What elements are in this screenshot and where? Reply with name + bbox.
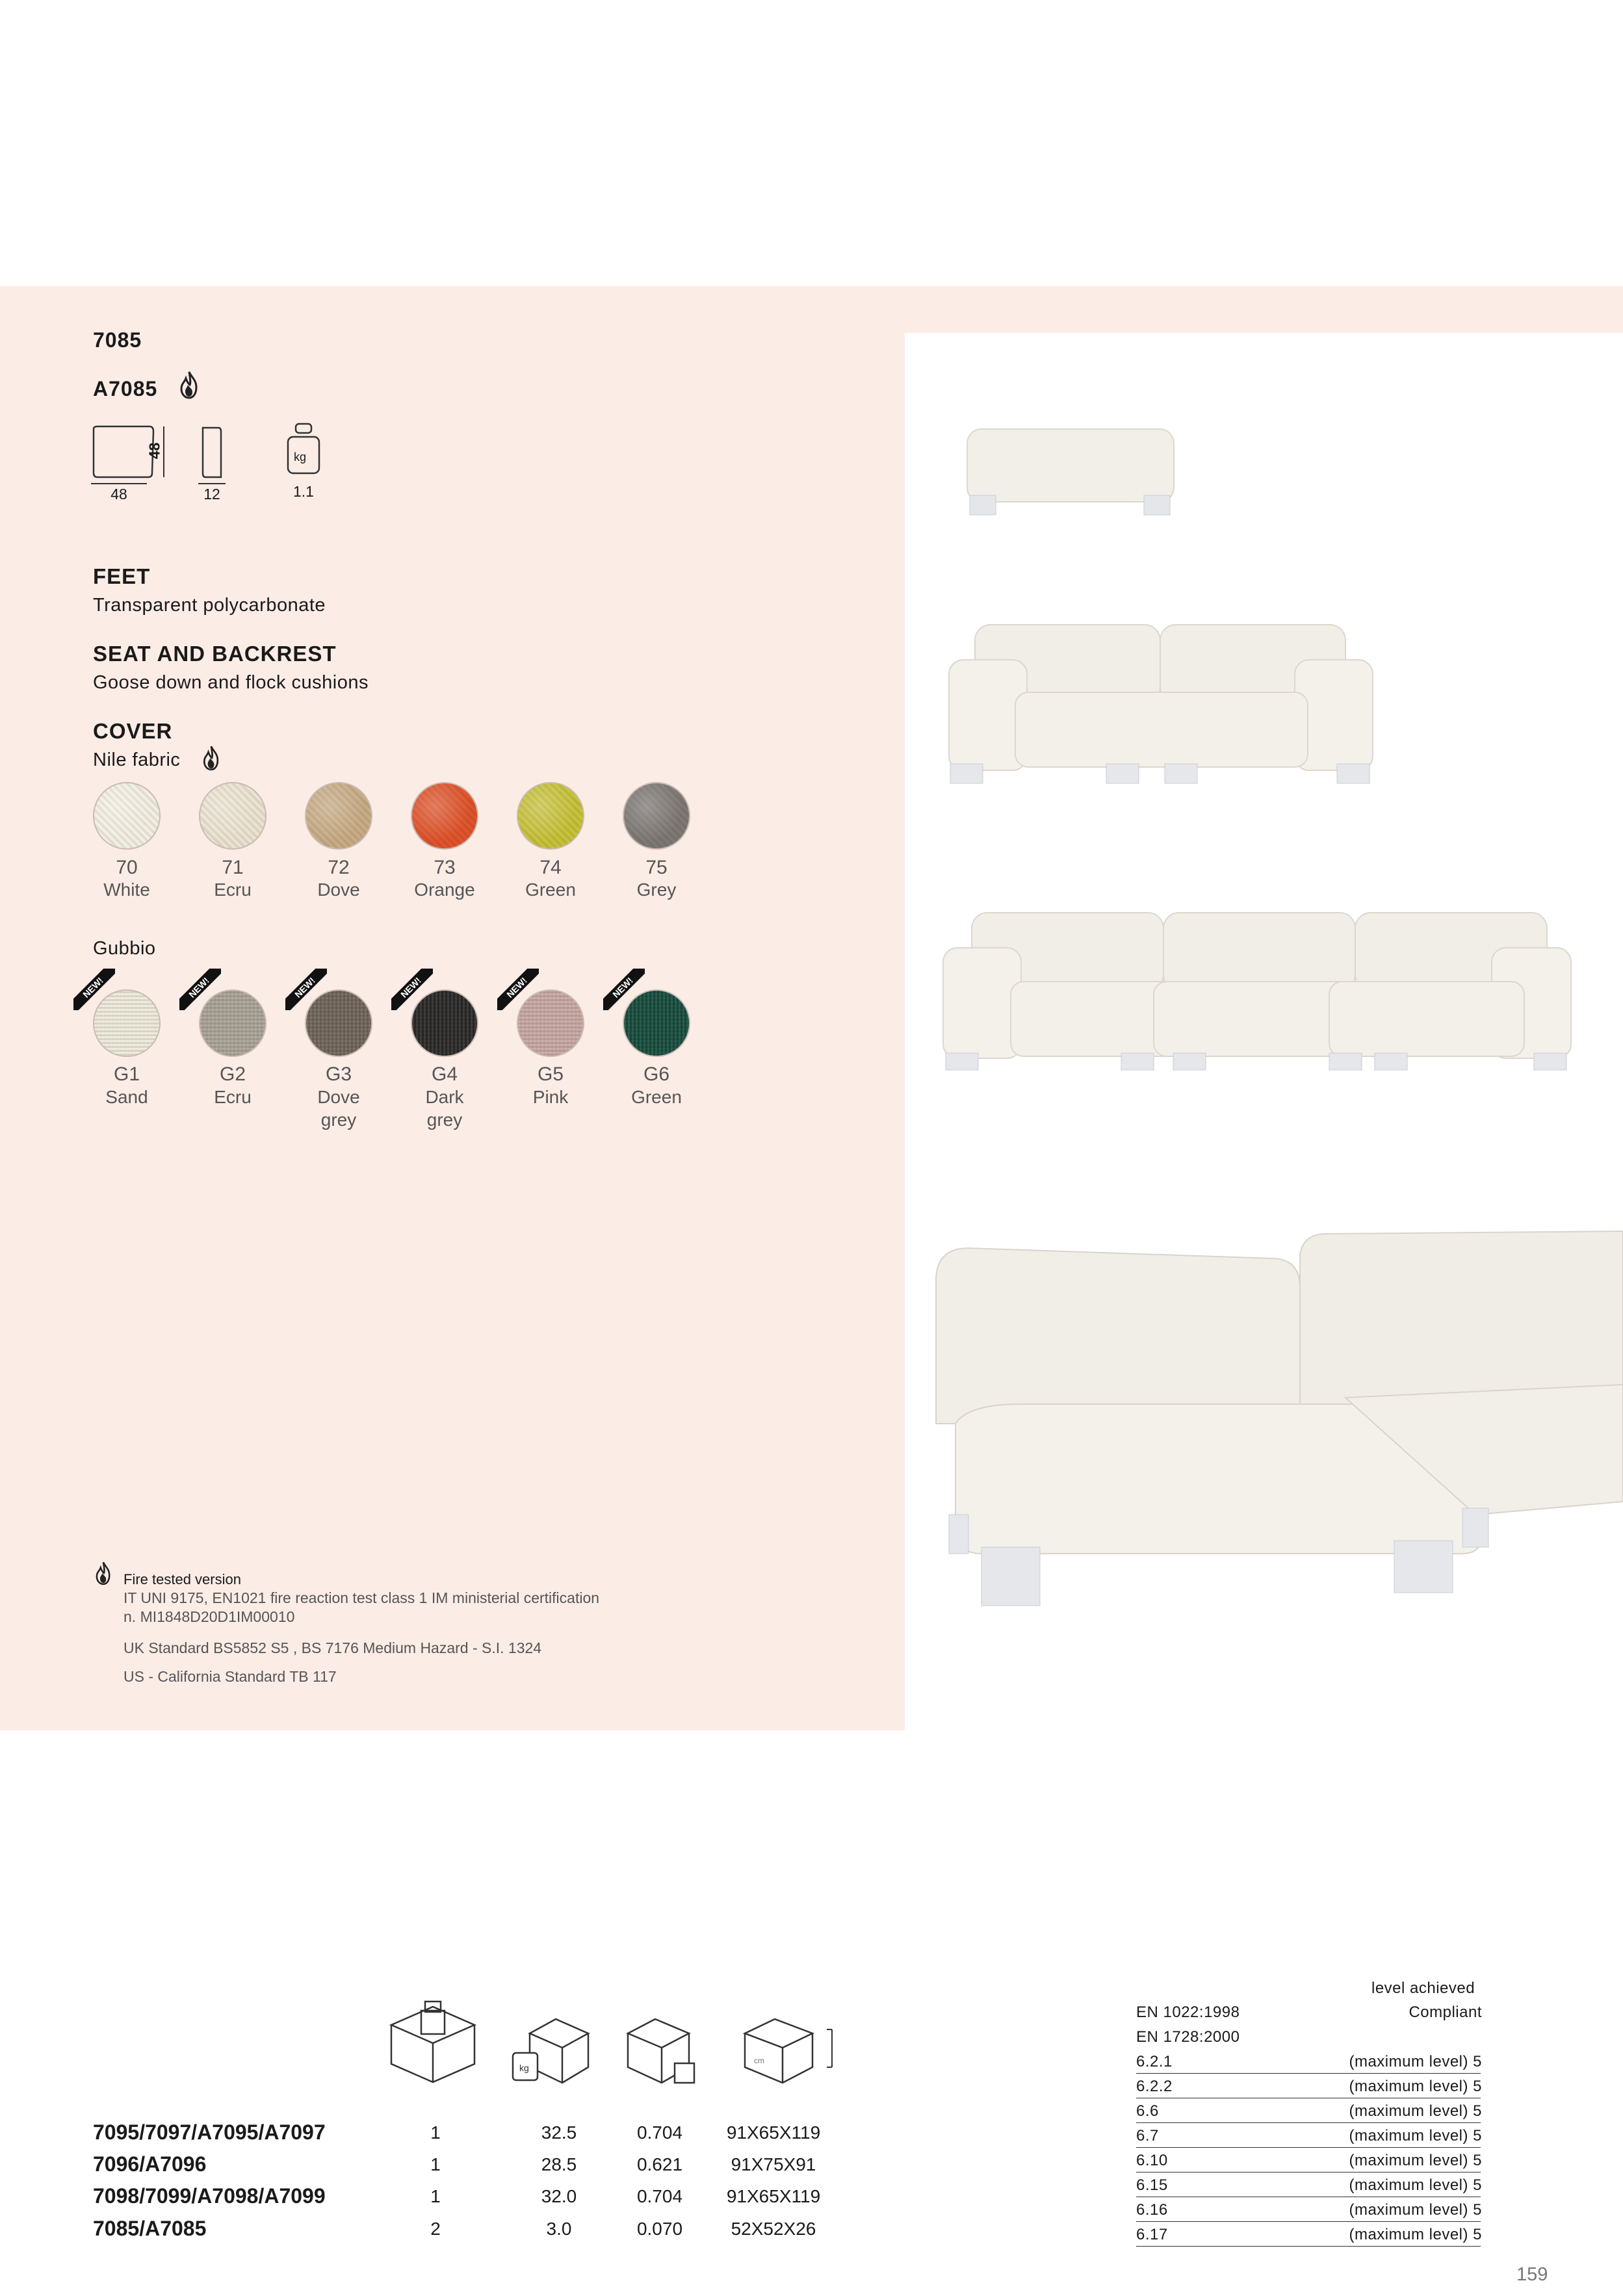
swatch-name: Ecru bbox=[214, 1087, 252, 1107]
new-badge-label: NEW! bbox=[179, 969, 221, 1010]
standard-label: 6.16 bbox=[1136, 2201, 1168, 2219]
standard-value: (maximum level) 5 bbox=[1349, 2102, 1482, 2120]
fire-note-line2: n. MI1848D20D1IM00010 bbox=[123, 1608, 295, 1625]
weight-unit: kg bbox=[294, 450, 307, 463]
pack-cell-dims: 91X65X119 bbox=[726, 2186, 821, 2206]
box-stack-icon bbox=[385, 1999, 481, 2085]
standard-value: Compliant bbox=[1409, 2003, 1482, 2021]
swatch-name: Dark bbox=[425, 1087, 464, 1107]
fabric-swatch bbox=[199, 782, 266, 850]
new-badge-label: NEW! bbox=[497, 969, 539, 1010]
new-badge bbox=[497, 969, 539, 1010]
weight-value: 1.1 bbox=[293, 483, 314, 500]
standard-label: 6.6 bbox=[1136, 2102, 1159, 2120]
height-value: 48 bbox=[146, 442, 163, 460]
standard-label: 6.2.1 bbox=[1136, 2053, 1173, 2070]
swatch-number: 75 bbox=[645, 857, 668, 878]
top-strip bbox=[905, 286, 1623, 333]
row-underline bbox=[1136, 2147, 1481, 2148]
swatch-name: Grey bbox=[636, 880, 677, 900]
swatch-name: White bbox=[103, 880, 150, 900]
standard-value: (maximum level) 5 bbox=[1349, 2078, 1482, 2095]
swatch-number: 74 bbox=[539, 857, 562, 878]
fabric-swatch bbox=[305, 782, 372, 850]
fabric-swatch bbox=[517, 782, 584, 850]
feet-text: Transparent polycarbonate bbox=[93, 595, 326, 616]
fire-note-line1: IT UNI 9175, EN1021 fire reaction test class 1 IM ministerial certification bbox=[123, 1589, 600, 1606]
swatch-number: G3 bbox=[325, 1063, 352, 1085]
fabric-swatch bbox=[93, 782, 161, 850]
swatch-name: Dove bbox=[317, 880, 360, 900]
seat-text: Goose down and flock cushions bbox=[93, 672, 369, 693]
swatch-number: G4 bbox=[431, 1063, 458, 1085]
row-underline bbox=[1136, 2073, 1481, 2074]
standards-header: level achieved bbox=[1371, 1979, 1475, 1997]
modular-sofa-closeup-image bbox=[929, 1229, 1623, 1645]
seat-side-icon bbox=[200, 424, 224, 481]
standard-label: 6.7 bbox=[1136, 2127, 1159, 2145]
pack-cell-m3: 0.704 bbox=[636, 2122, 683, 2143]
svg-text:kg: kg bbox=[519, 2063, 529, 2073]
swatch-name-line2: grey bbox=[426, 1110, 463, 1130]
standard-value: (maximum level) 5 bbox=[1349, 2176, 1482, 2194]
pack-row-code: 7098/7099/A7098/A7099 bbox=[93, 2184, 326, 2208]
new-badge-label: NEW! bbox=[73, 969, 115, 1010]
fire-note-line3: UK Standard BS5852 S5 , BS 7176 Medium Hazard - S.I. 1324 bbox=[123, 1639, 542, 1656]
new-badge-label: NEW! bbox=[391, 969, 433, 1010]
flame-icon bbox=[200, 744, 222, 772]
pack-cell-qty: 1 bbox=[430, 2186, 441, 2206]
standard-value: (maximum level) 5 bbox=[1349, 2053, 1482, 2070]
standard-label: 6.2.2 bbox=[1136, 2078, 1173, 2095]
new-badge bbox=[285, 969, 327, 1010]
pack-cell-qty: 1 bbox=[430, 2154, 441, 2174]
svg-text:cm: cm bbox=[754, 2056, 764, 2065]
flame-icon bbox=[177, 371, 201, 399]
depth-value: 12 bbox=[198, 483, 226, 503]
pack-cell-dims: 91X75X91 bbox=[731, 2154, 816, 2174]
pack-row-code: 7085/A7085 bbox=[93, 2217, 207, 2240]
standard-label: 6.10 bbox=[1136, 2152, 1168, 2169]
swatch-number: G1 bbox=[113, 1063, 140, 1085]
new-badge bbox=[73, 969, 115, 1010]
new-badge-label: NEW! bbox=[285, 969, 327, 1010]
swatch-name: Dove bbox=[317, 1087, 360, 1107]
two-seat-sofa-image bbox=[944, 621, 1376, 787]
fabric-swatch bbox=[623, 782, 690, 850]
three-seat-sofa-image bbox=[939, 909, 1576, 1071]
swatch-name: Pink bbox=[532, 1087, 569, 1107]
width-value: 48 bbox=[91, 483, 147, 503]
pack-cell-dims: 52X52X26 bbox=[731, 2219, 816, 2239]
row-underline bbox=[1136, 2246, 1481, 2247]
cover-title: COVER bbox=[93, 719, 173, 743]
standard-value: (maximum level) 5 bbox=[1349, 2127, 1482, 2145]
fire-note-title: Fire tested version bbox=[123, 1571, 241, 1587]
new-badge bbox=[179, 969, 221, 1010]
standard-label: 6.17 bbox=[1136, 2226, 1168, 2243]
swatch-number: 70 bbox=[116, 857, 138, 878]
standard-label: EN 1728:2000 bbox=[1136, 2028, 1240, 2046]
standard-label: 6.15 bbox=[1136, 2176, 1168, 2194]
pack-cell-kg: 32.0 bbox=[541, 2186, 577, 2206]
fabric-swatch bbox=[411, 782, 478, 850]
product-code: 7085 bbox=[93, 328, 142, 352]
swatch-name: Green bbox=[525, 880, 576, 900]
pack-cell-m3: 0.621 bbox=[636, 2154, 683, 2174]
weight-icon bbox=[284, 421, 323, 476]
dimensions-box-icon bbox=[741, 2015, 838, 2090]
nile-fabric-label: Nile fabric bbox=[93, 750, 181, 770]
swatch-name: Ecru bbox=[214, 880, 252, 900]
page-number: 159 bbox=[1516, 2264, 1548, 2285]
seat-title: SEAT AND BACKREST bbox=[93, 642, 337, 666]
pack-cell-kg: 28.5 bbox=[541, 2154, 577, 2174]
new-badge-label: NEW! bbox=[603, 969, 645, 1010]
swatch-name-line2: grey bbox=[320, 1110, 357, 1130]
pack-cell-qty: 1 bbox=[430, 2122, 441, 2143]
fire-note-line4: US - California Standard TB 117 bbox=[123, 1668, 337, 1685]
swatch-number: 71 bbox=[222, 857, 244, 878]
row-underline bbox=[1136, 2122, 1481, 2123]
swatch-number: 73 bbox=[434, 857, 456, 878]
new-badge bbox=[603, 969, 645, 1010]
row-underline bbox=[1136, 2221, 1481, 2222]
gubbio-label: Gubbio bbox=[93, 938, 156, 959]
swatch-name: Orange bbox=[414, 880, 475, 900]
swatch-name: Sand bbox=[105, 1087, 148, 1107]
pack-cell-kg: 3.0 bbox=[546, 2219, 572, 2239]
product-code-fire: A7085 bbox=[93, 377, 158, 400]
pack-row-code: 7095/7097/A7095/A7097 bbox=[93, 2120, 326, 2144]
flame-icon bbox=[93, 1560, 114, 1586]
new-badge bbox=[391, 969, 433, 1010]
swatch-number: 72 bbox=[328, 857, 350, 878]
weight-box-icon bbox=[510, 2015, 591, 2087]
swatch-number: G6 bbox=[643, 1063, 670, 1085]
feet-title: FEET bbox=[93, 564, 151, 588]
pack-row-code: 7096/A7096 bbox=[93, 2152, 207, 2176]
standard-value: (maximum level) 5 bbox=[1349, 2152, 1482, 2169]
pack-cell-dims: 91X65X119 bbox=[726, 2122, 821, 2143]
standard-value: (maximum level) 5 bbox=[1349, 2226, 1482, 2243]
standard-label: EN 1022:1998 bbox=[1136, 2003, 1240, 2021]
pack-cell-m3: 0.070 bbox=[636, 2219, 683, 2239]
swatch-number: G5 bbox=[537, 1063, 564, 1085]
volume-box-icon bbox=[624, 2015, 702, 2087]
pouf-image bbox=[962, 423, 1180, 523]
standard-value: (maximum level) 5 bbox=[1349, 2201, 1482, 2219]
pack-cell-qty: 2 bbox=[430, 2219, 441, 2239]
pack-cell-m3: 0.704 bbox=[636, 2186, 683, 2206]
swatch-name: Green bbox=[631, 1087, 682, 1107]
swatch-number: G2 bbox=[219, 1063, 246, 1085]
pack-cell-kg: 32.5 bbox=[541, 2122, 577, 2143]
